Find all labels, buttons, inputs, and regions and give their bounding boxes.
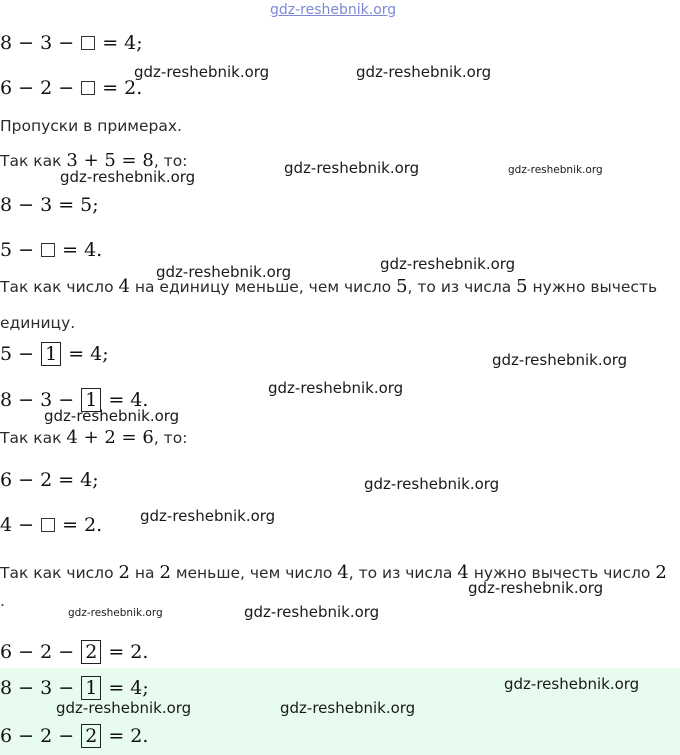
explanation-2: Так как число 2 на 2 меньше, чем число 4, то из числа 4 нужно вычесть число 2 xyxy=(0,562,667,583)
explanation-1-continued: единицу. xyxy=(0,314,76,332)
equation-4: 5 − = 4. xyxy=(0,239,103,261)
blank-square-icon xyxy=(81,36,95,50)
answer-box: 2 xyxy=(81,640,101,664)
answer-box: 1 xyxy=(81,388,101,412)
equation-2: 6 − 2 − = 2. xyxy=(0,77,143,99)
answer-equation-1: 8 − 3 − 1 = 4; xyxy=(0,677,149,699)
equation-1: 8 − 3 − = 4; xyxy=(0,32,143,54)
answer-box: 1 xyxy=(41,342,61,366)
explanation-1: Так как число 4 на единицу меньше, чем число 5, то из числа 5 нужно вычесть xyxy=(0,276,658,297)
watermark: gdz-reshebnik.org xyxy=(284,159,420,177)
watermark: gdz-reshebnik.org xyxy=(280,699,416,717)
watermark: gdz-reshebnik.org xyxy=(468,579,604,597)
watermark: gdz-reshebnik.org xyxy=(504,675,640,693)
watermark: gdz-reshebnik.org xyxy=(244,603,380,621)
since-line-1: Так как 3 + 5 = 8, то: xyxy=(0,150,188,171)
blank-square-icon xyxy=(41,518,55,532)
equation-8: 4 − = 2. xyxy=(0,514,103,536)
watermark: gdz-reshebnik.org xyxy=(364,475,500,493)
answer-box: 2 xyxy=(81,724,101,748)
explanation-2-period: . xyxy=(0,592,5,610)
watermark: gdz-reshebnik.org xyxy=(44,407,180,425)
equation-5: 5 − 1 = 4; xyxy=(0,343,109,365)
watermark: gdz-reshebnik.org xyxy=(68,607,163,619)
watermark: gdz-reshebnik.org xyxy=(60,168,196,186)
watermark: gdz-reshebnik.org xyxy=(508,164,603,176)
watermark: gdz-reshebnik.org xyxy=(56,699,192,717)
header-watermark-link[interactable]: gdz-reshebnik.org xyxy=(270,2,397,18)
section-heading: Пропуски в примерах. xyxy=(0,117,182,135)
watermark: gdz-reshebnik.org xyxy=(356,63,492,81)
equation-9: 6 − 2 − 2 = 2. xyxy=(0,641,149,663)
watermark: gdz-reshebnik.org xyxy=(380,255,516,273)
watermark: gdz-reshebnik.org xyxy=(492,351,628,369)
equation-7: 6 − 2 = 4; xyxy=(0,469,99,491)
watermark: gdz-reshebnik.org xyxy=(140,507,276,525)
blank-square-icon xyxy=(81,81,95,95)
watermark: gdz-reshebnik.org xyxy=(134,63,270,81)
equation-6: 8 − 3 − 1 = 4. xyxy=(0,389,149,411)
answer-box: 1 xyxy=(81,676,101,700)
blank-square-icon xyxy=(41,243,55,257)
watermark: gdz-reshebnik.org xyxy=(268,379,404,397)
answer-equation-2: 6 − 2 − 2 = 2. xyxy=(0,725,149,747)
watermark: gdz-reshebnik.org xyxy=(156,263,292,281)
equation-3: 8 − 3 = 5; xyxy=(0,194,99,216)
since-line-2: Так как 4 + 2 = 6, то: xyxy=(0,427,188,448)
